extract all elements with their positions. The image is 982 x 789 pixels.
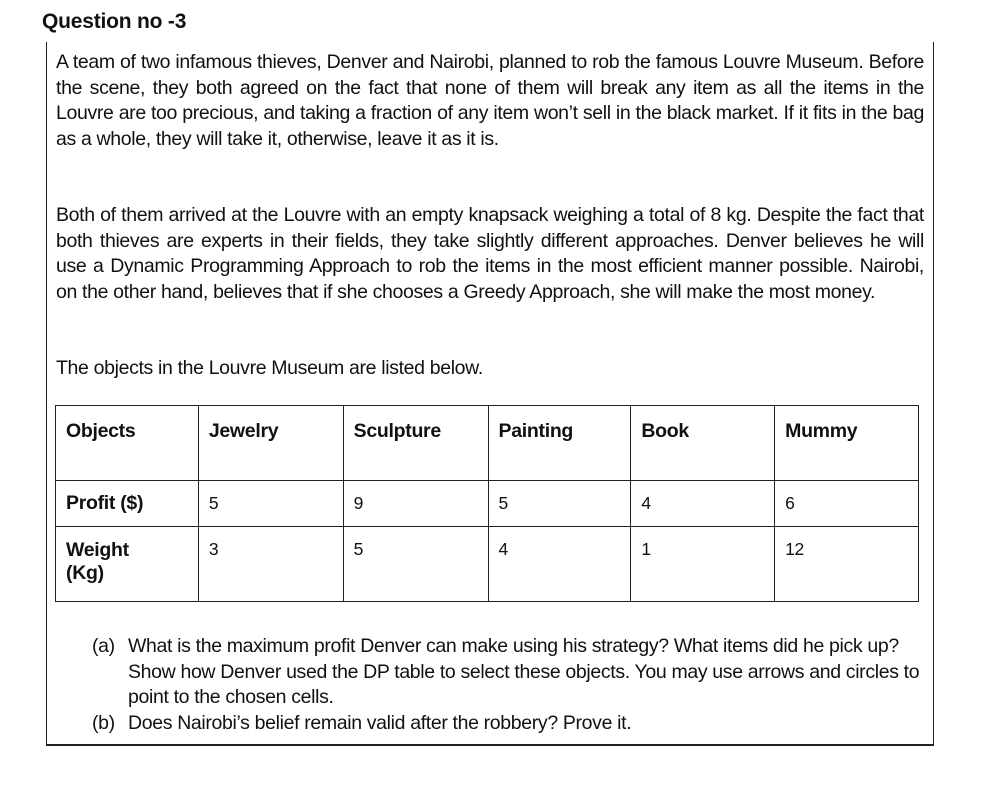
sub-question-a-marker: (a): [92, 635, 115, 657]
header-sculpture: Sculpture: [343, 406, 488, 481]
weight-painting: 4: [488, 527, 631, 602]
question-heading: Question no -3: [42, 10, 187, 33]
profit-label: Profit ($): [56, 481, 199, 527]
weight-jewelry: 3: [198, 527, 343, 602]
header-book: Book: [631, 406, 775, 481]
weight-label-line2: (Kg): [66, 562, 104, 584]
profit-jewelry: 5: [198, 481, 343, 527]
approach-paragraph: Both of them arrived at the Louvre with an empty knapsack weighing a total of 8 kg. Despite the fact that both thieves are experts in their fields, they take slightly different approaches. Denver believes he will use a Dynamic Programming Approach to rob the items in the most efficient manner possible. Nairobi, on the other hand, believes that if she chooses a Greedy Approach, she will make the most money.: [56, 204, 924, 304]
weight-sculpture: 5: [343, 527, 488, 602]
header-objects: Objects: [56, 406, 199, 481]
sub-questions: [92, 634, 924, 736]
sub-question-b-text: Does Nairobi’s belief remain valid after the robbery? Prove it.: [128, 711, 632, 734]
table-header-row: [56, 406, 919, 481]
weight-label: [56, 527, 199, 602]
header-jewelry: Jewelry: [198, 406, 343, 481]
table-row-profit: [56, 481, 919, 527]
objects-table: [55, 405, 919, 602]
objects-intro-line: The objects in the Louvre Museum are listed below.: [56, 357, 483, 379]
weight-mummy: 12: [775, 527, 919, 602]
sub-question-b-marker: (b): [92, 711, 115, 734]
profit-mummy: 6: [775, 481, 919, 527]
header-painting: Painting: [488, 406, 631, 481]
profit-sculpture: 9: [343, 481, 488, 527]
intro-paragraph: A team of two infamous thieves, Denver and Nairobi, planned to rob the famous Louvre Museum. Before the scene, they both agreed on the fact that none of them will break any item as all the items in the Louvre are too precious, and taking a fraction of any item won’t sell in the black market. If it fits in the bag as a whole, they will take it, otherwise, leave it as it is.: [56, 51, 924, 151]
weight-book: 1: [631, 527, 775, 602]
sub-question-a-text: What is the maximum profit Denver can make using his strategy? What items did he pick up? Show how Denver used the DP table to select these objects. You may use arrows and circles to point to the chosen cells.: [128, 635, 920, 708]
sub-question-a: [92, 634, 924, 711]
header-mummy: Mummy: [775, 406, 919, 481]
profit-book: 4: [631, 481, 775, 527]
profit-painting: 5: [488, 481, 631, 527]
sub-question-b: [92, 711, 924, 737]
table-row-weight: [56, 527, 919, 602]
weight-label-line1: Weight: [66, 539, 129, 561]
